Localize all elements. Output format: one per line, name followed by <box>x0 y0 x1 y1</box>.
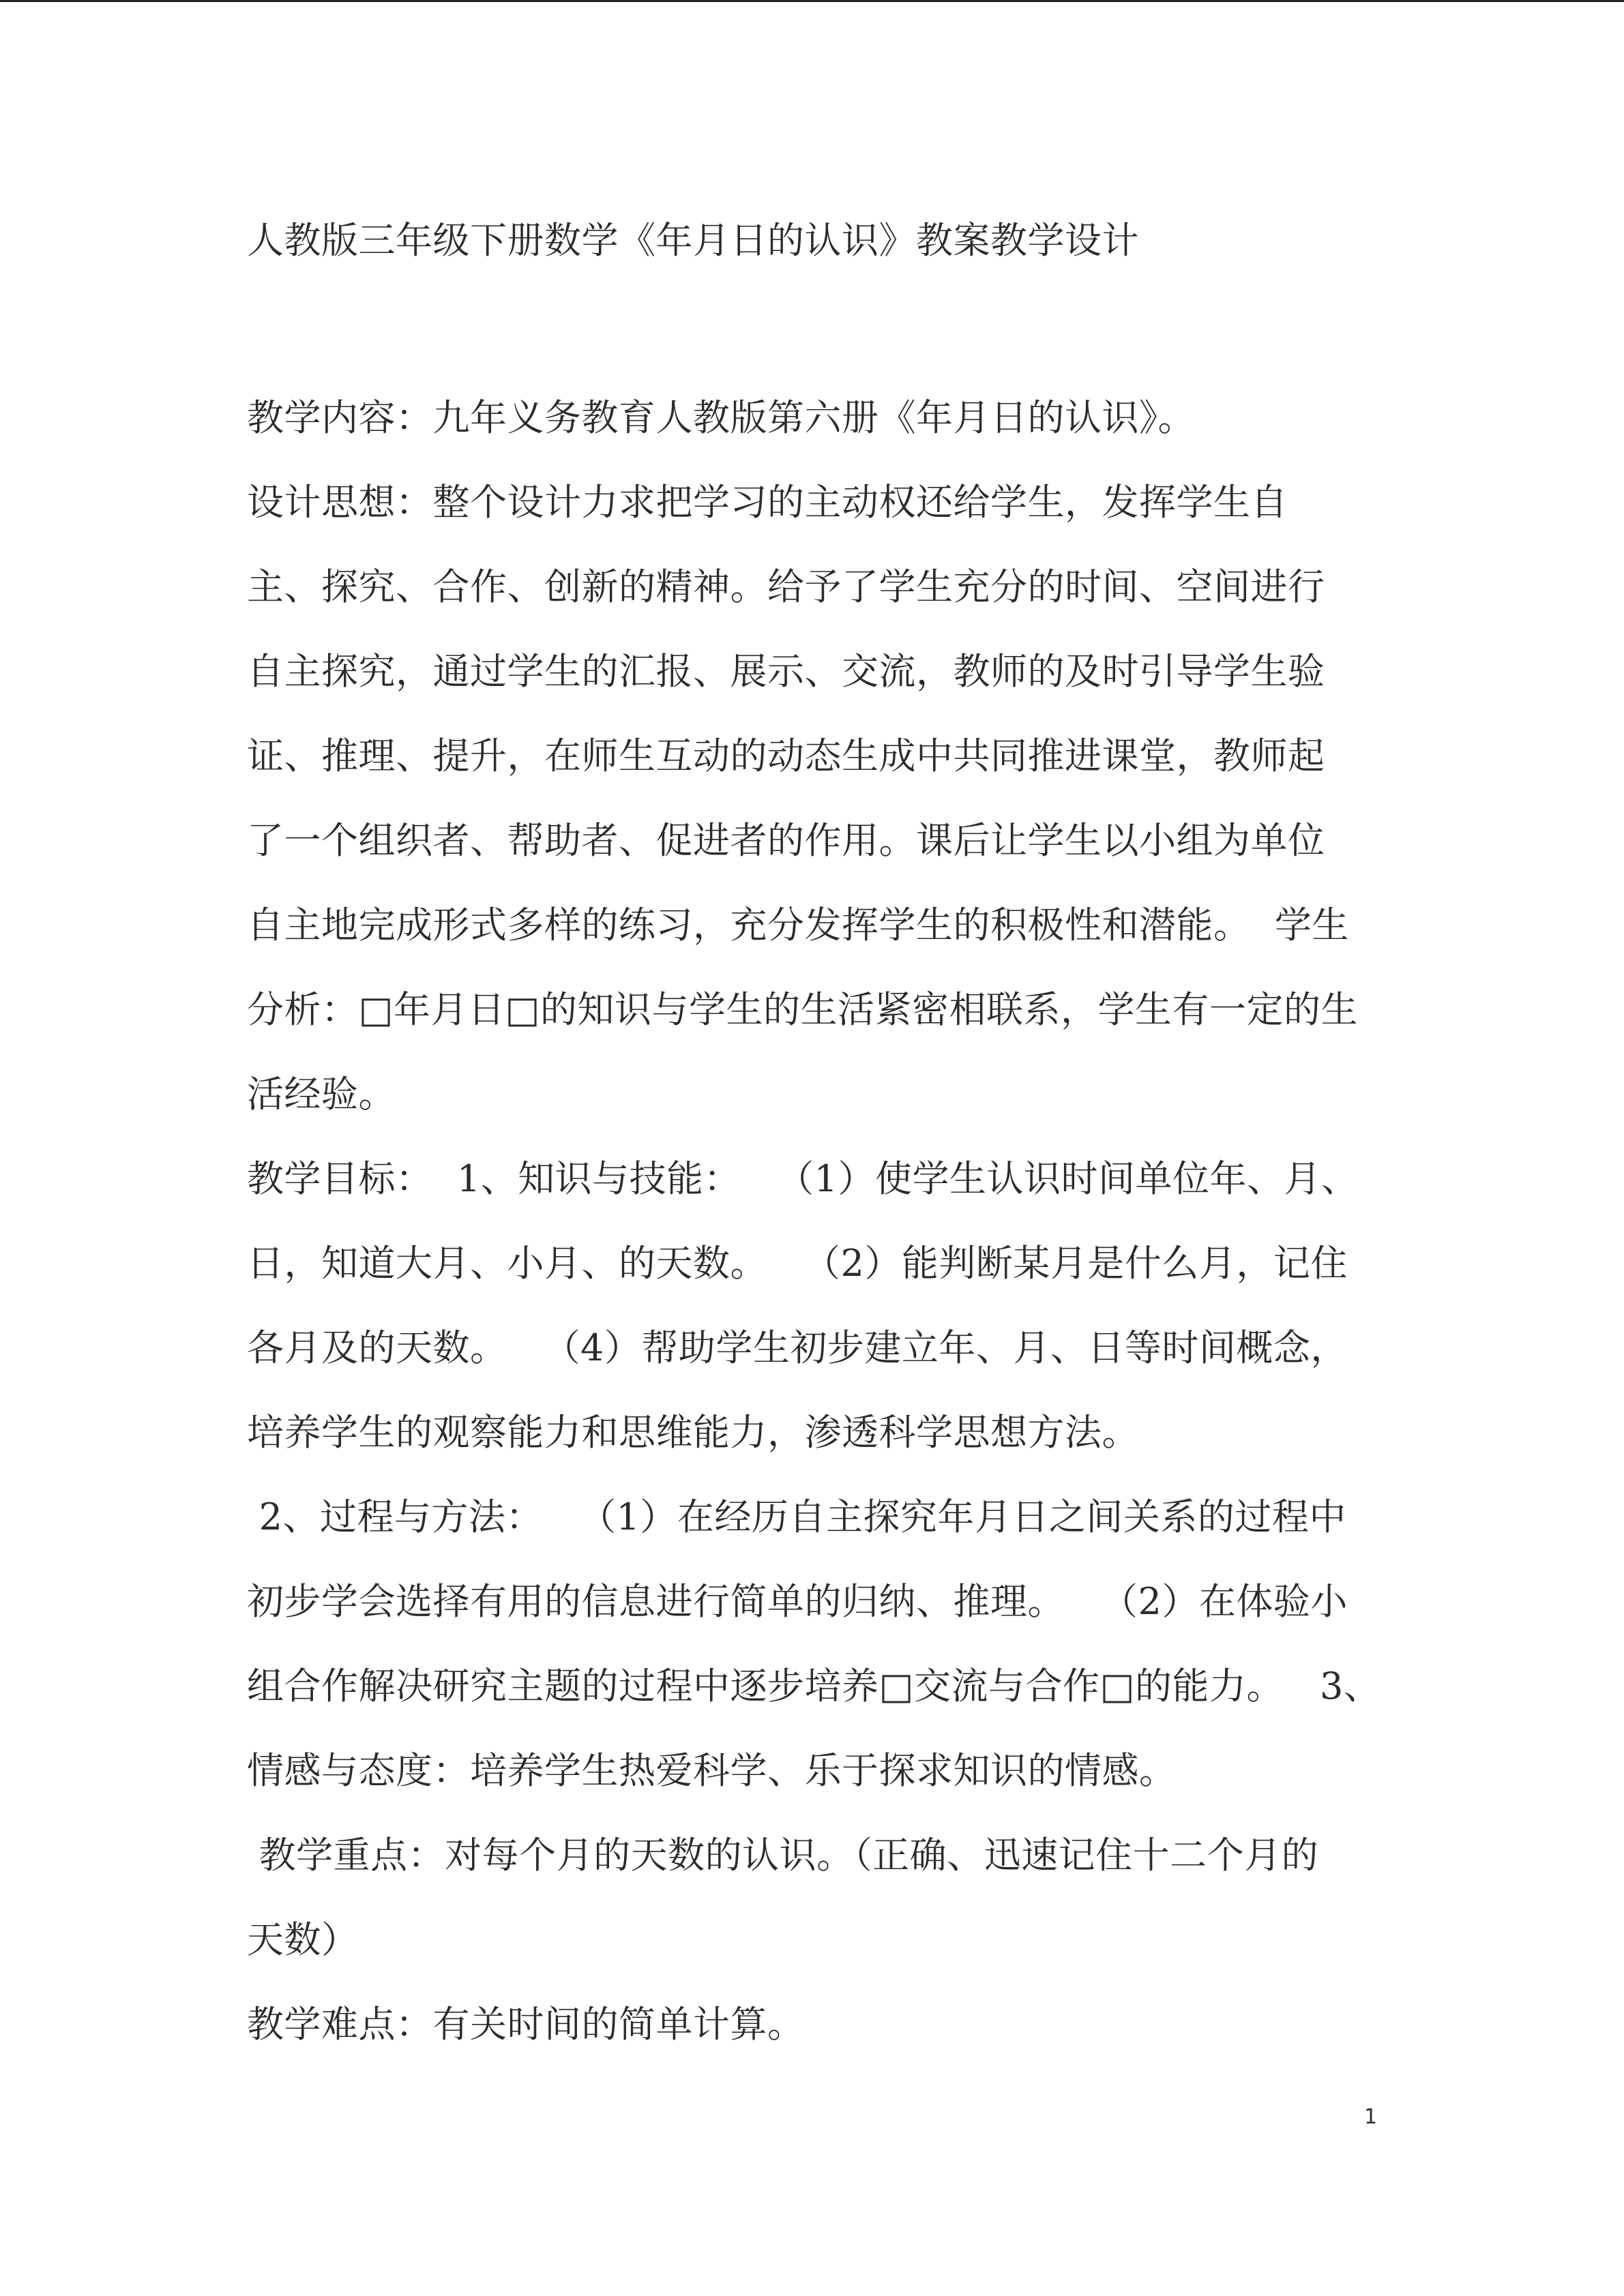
body-line-teaching-goals-1: 教学目标： 1、知识与技能： （1）使学生认识时间单位年、月、 <box>247 1157 1359 1200</box>
page-number: 1 <box>1364 2105 1378 2129</box>
body-line-design-idea-5: 了一个组织者、帮助者、促进者的作用。课后让学生以小组为单位 <box>247 819 1325 862</box>
document-title: 人教版三年级下册数学《年月日的认识》教案教学设计 <box>247 219 1139 262</box>
body-line-process-method-2: 初步学会选择有用的信息进行简单的归纳、推理。 （2）在体验小 <box>247 1580 1348 1623</box>
body-line-design-idea-4: 证、推理、提升，在师生互动的动态生成中共同推进课堂，教师起 <box>247 734 1325 777</box>
body-line-design-idea-3: 自主探究，通过学生的汇报、展示、交流，教师的及时引导学生验 <box>247 650 1325 693</box>
body-line-design-idea-1: 设计思想：整个设计力求把学习的主动权还给学生，发挥学生自 <box>247 481 1288 524</box>
body-line-design-idea-6: 自主地完成形式多样的练习，充分发挥学生的积极性和潜能。 学生 <box>247 904 1349 946</box>
body-line-process-method-1: 2、过程与方法： （1）在经历自主探究年月日之间关系的过程中 <box>247 1495 1346 1538</box>
body-line-teaching-content: 教学内容：九年义务教育人教版第六册《年月日的认识》。 <box>247 396 1195 439</box>
body-line-student-analysis-1: 分析：□年月日□的知识与学生的生活紧密相联系，学生有一定的生 <box>247 988 1359 1031</box>
body-line-teaching-goals-3: 各月及的天数。 （4）帮助学生初步建立年、月、日等时间概念， <box>247 1326 1348 1369</box>
body-line-difficulty: 教学难点：有关时间的简单计算。 <box>247 2003 805 2046</box>
body-line-design-idea-2: 主、探究、合作、创新的精神。给予了学生充分的时间、空间进行 <box>247 565 1325 608</box>
body-line-teaching-goals-2: 日，知道大月、小月、的天数。 （2）能判断某月是什么月，记住 <box>247 1242 1348 1285</box>
body-line-key-point-1: 教学重点：对每个月的天数的认识。（正确、迅速记住十二个月的 <box>247 1834 1319 1877</box>
body-line-process-method-3: 组合作解决研究主题的过程中逐步培养□交流与合作□的能力。 3、 <box>247 1665 1381 1708</box>
body-line-student-analysis-2: 活经验。 <box>247 1073 396 1116</box>
body-line-teaching-goals-4: 培养学生的观察能力和思维能力，渗透科学思想方法。 <box>247 1411 1139 1454</box>
body-line-emotion-attitude: 情感与态度：培养学生热爱科学、乐于探求知识的情感。 <box>247 1749 1177 1792</box>
document-body <box>247 376 1379 2067</box>
body-line-key-point-2: 天数） <box>247 1918 359 1961</box>
